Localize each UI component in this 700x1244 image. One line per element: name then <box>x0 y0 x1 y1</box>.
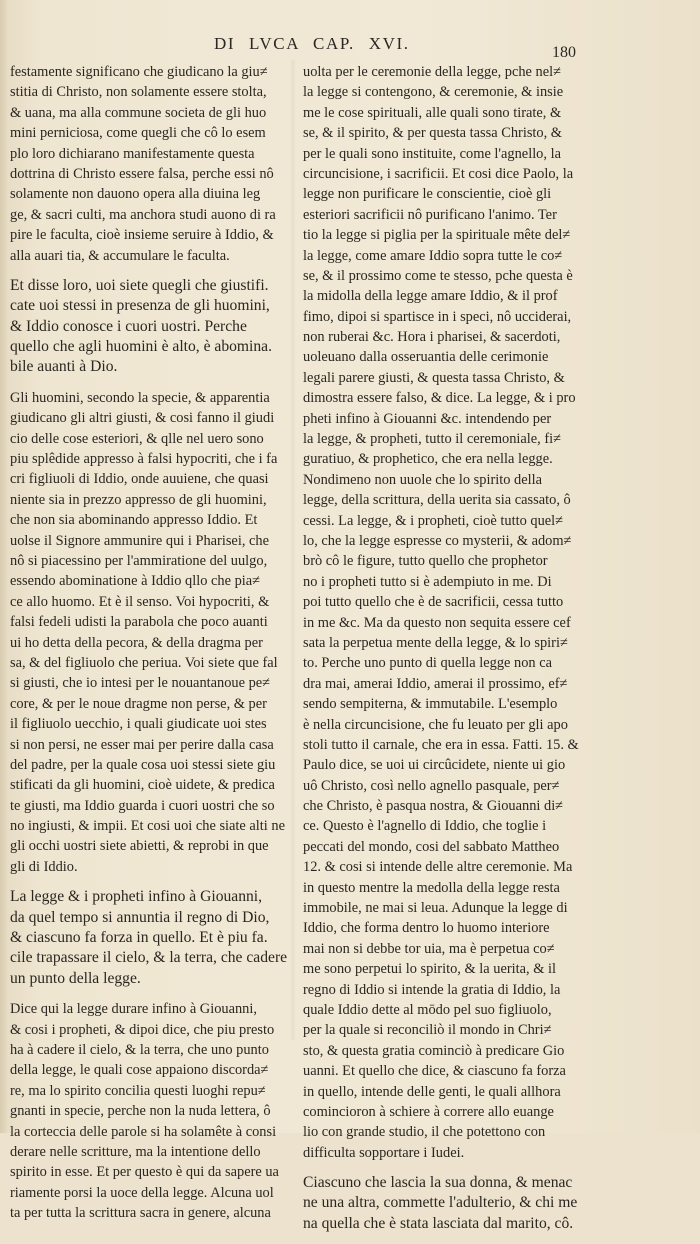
text-line: tio la legge si piglia per la spirituale mête del≠ <box>303 227 571 244</box>
text-line: mai non si debbe tor uia, ma è perpetua co≠ <box>303 940 555 957</box>
text-line: to. Perche uno punto di quella legge non ca <box>303 655 552 672</box>
text-line: ne una altra, commette l'adulterio, & chi me <box>303 1194 578 1212</box>
text-line: gnanti in specie, perche non la nuda lettera, ô <box>10 1103 271 1120</box>
text-line: il figliuolo uecchio, i quali giudicate uoi stes <box>10 716 267 733</box>
text-line: che Christo, è pasqua nostra, & Giouanni di≠ <box>303 798 564 815</box>
text-line: cessi. La legge, & i propheti, cioè tutto quel≠ <box>303 512 564 529</box>
text-line: fimo, dipoi si spartisce in i speci, nô ucciderai, <box>303 308 572 325</box>
text-line: dra mai, amerai Iddio, amerai il prossimo, ef≠ <box>303 675 568 692</box>
text-line: Ciascuno che lascia la sua donna, & menac <box>303 1174 573 1192</box>
text-line: & uana, ma alla commune societa de gli huo <box>10 104 267 121</box>
text-line: la legge si contengono, & ceremonie, & insie <box>303 84 564 101</box>
text-line: lo, che la legge espresse co mysterii, & adom≠ <box>303 532 572 549</box>
text-line: legali parere giusti, & questa tassa Christo, & <box>303 369 565 386</box>
text-line: uanni. Et quello che dice, & ciascuno fa forza <box>303 1063 566 1080</box>
text-line: esteriori sacrificii nô purificano l'animo. Ter <box>303 206 557 223</box>
text-line: sendo sempiterna, & immutabile. L'esemplo <box>303 696 558 713</box>
text-line: te giusti, ma Iddio guarda i cuori uostri che so <box>10 797 275 814</box>
text-line: Iddio, che forma dentro lo huomo interiore <box>303 920 550 937</box>
text-line: Dice qui la legge durare infino à Giouanni, <box>10 1001 257 1018</box>
text-line: del padre, per la quale cosa uoi stessi siete giu <box>10 756 276 773</box>
text-line: stoli tutto il carnale, che era in essa. Fatti. 15. & <box>303 736 579 753</box>
text-paragraph <box>303 62 598 1163</box>
text-line: se, & il spirito, & per questa tassa Christo, & <box>303 125 563 142</box>
text-line: ui ho detta della pecora, & della dragma per <box>10 634 263 651</box>
text-line: ha à cadere il cielo, & la terra, che uno punto <box>10 1041 269 1058</box>
text-line: quale Iddio dette al mōdo pel suo figliuolo, <box>303 1001 552 1018</box>
text-line: in questo mentre la medolla della legge resta <box>303 879 560 896</box>
text-line: gli occhi uostri siete abietti, & reprobi in que <box>10 838 269 855</box>
text-line: alla auari tia, & accumulare le faculta. <box>10 247 230 264</box>
text-line: guratiuo, & prophetico, che era nella legge. <box>303 451 553 468</box>
text-line: legge non purificare le conscientie, cioè gli <box>303 186 552 203</box>
text-paragraph <box>10 999 306 1223</box>
text-line: no ingiusti, & impii. Et cosi uoi che siate alti ne <box>10 818 285 835</box>
text-line: pheti infino à Giouanni &c. intendendo per <box>303 410 552 427</box>
text-line: stitia di Christo, non solamente essere stolta, <box>10 84 267 101</box>
text-line: uolta per le ceremonie della legge, pche nel≠ <box>303 64 562 80</box>
text-line: quello che agli huomini è alto, è abomina. <box>10 338 272 356</box>
text-line: si giusti, che io intesi per le nouantanoue pe≠ <box>10 675 271 692</box>
text-line: no i propheti tutto si è adempiuto in me. Di <box>303 573 552 590</box>
text-line: regno di Iddio si intende la gratia di Iddio, la <box>303 981 561 998</box>
text-line: me le cose spirituali, alle quali sono tirate, & <box>303 104 562 121</box>
text-line: la corteccia delle parole si ha solamête à consi <box>10 1123 277 1140</box>
text-line: immobile, ne mai si leua. Adunque la legge di <box>303 900 568 917</box>
text-line: la midolla della legge amare Iddio, & il prof <box>303 288 558 305</box>
text-line: peccati del mondo, cosi del sabbato Mattheo <box>303 838 560 855</box>
text-line: essendo abominatione à Iddio qllo che pia≠ <box>10 573 261 590</box>
text-line: solamente non dauono opera alla diuina leg <box>10 186 261 203</box>
text-line: Paulo dice, se uoi ui circûcidete, niente ui gio <box>303 757 566 774</box>
text-paragraph <box>303 1173 598 1234</box>
text-line: cile trapassare il cielo, & la terra, che cadere <box>10 949 288 967</box>
text-line: La legge & i propheti infino à Giouanni, <box>10 888 263 906</box>
text-line: stificati da gli huomini, cioè uidete, & predica <box>10 777 275 794</box>
text-line: Gli huomini, secondo la specie, & apparentia <box>10 389 270 406</box>
text-line: si non persi, ne esser mai per perire dalla casa <box>10 736 274 753</box>
text-line: sa, & del figliuolo che periua. Voi siete que fal <box>10 654 278 671</box>
page-binding-shadow <box>0 0 8 1133</box>
text-line: difficulta sopportare i Iudei. <box>303 1144 465 1161</box>
text-line: derare nelle scritture, ma la intentione dello <box>10 1143 261 1160</box>
text-line: falsi fedeli udisti la parabola che poco auanti <box>10 614 268 631</box>
text-line: & Iddio conosce i cuori uostri. Perche <box>10 317 247 335</box>
text-line: & cosi i propheti, & dipoi dice, che piu presto <box>10 1021 275 1038</box>
text-line: bile auanti à Dio. <box>10 358 118 376</box>
text-line: core, & per le noue dragme non perse, & per <box>10 695 267 712</box>
text-line: piu splêdide appresso à falsi hypocriti, che i fa <box>10 451 278 468</box>
text-line: ge, & sacri culti, ma anchora studi auono di ra <box>10 206 276 223</box>
text-line: giudicano gli altri giusti, & cosi fanno il giudi <box>10 410 275 427</box>
text-line: Et disse loro, uoi siete quegli che giustifi. <box>10 276 269 294</box>
text-line: na quella che è stata lasciata dal marito, cô. <box>303 1214 574 1232</box>
text-line: della legge, le quali cose appaiono discorda≠ <box>10 1062 269 1079</box>
text-line: & ciascuno fa forza in quello. Et è piu fa. <box>10 929 268 947</box>
right-text-column <box>303 62 598 1244</box>
text-line: circuncisione, i sacrificii. Et cosi dice Paolo, la <box>303 165 574 182</box>
text-paragraph <box>10 62 306 266</box>
text-line: cio delle cose esteriori, & qlle nel uero sono <box>10 430 264 447</box>
text-line: dimostra essere falso, & dice. La legge, & i pro <box>303 390 576 407</box>
text-line: lio con grande studio, il che potettono con <box>303 1124 546 1141</box>
running-title: DI LVCA CAP. XVI. <box>214 34 410 53</box>
text-line: la legge, come amare Iddio sopra tutte le co≠ <box>303 247 563 264</box>
text-line: festamente significano che giudicano la giu≠ <box>10 64 268 80</box>
text-line: re, ma lo spirito concilia questi luoghi repu≠ <box>10 1082 266 1099</box>
text-line: ta per tutta la scrittura sacra in genere, alcuna <box>10 1205 271 1222</box>
text-line: dottrina di Christo essere falsa, perche essi nô <box>10 165 274 182</box>
text-paragraph <box>10 388 306 877</box>
text-line: poi tutto quello che è de sacrificii, cessa tutto <box>303 594 564 611</box>
text-line: nô si piacessino per l'ammiratione del uulgo, <box>10 552 268 569</box>
text-line: riamente porsi la uoce della legge. Alcuna uol <box>10 1184 274 1201</box>
text-line: mini perniciosa, come quegli che cô lo esem <box>10 125 266 142</box>
text-line: comincioron à schiere à correre allo euange <box>303 1103 554 1120</box>
text-paragraph <box>10 276 306 378</box>
text-line: gli di Iddio. <box>10 858 78 875</box>
text-line: ce. Questo è l'agnello di Iddio, che toglie i <box>303 818 547 835</box>
text-line: non ruberai &c. Hora i pharisei, & sacerdoti, <box>303 329 561 346</box>
text-line: uolse il Signore ammunire qui i Pharisei, che <box>10 532 269 549</box>
text-line: sto, & questa gratia cominciò à predicare Gio <box>303 1042 565 1059</box>
text-line: per la quale si reconciliò il mondo in Chri≠ <box>303 1022 552 1039</box>
text-line: pire le faculta, cioè insieme seruire à Iddio, & <box>10 227 274 244</box>
text-line: per le quali sono instituite, come l'agnello, la <box>303 145 561 162</box>
text-line: cri figliuoli di Iddio, onde auuiene, che quasi <box>10 471 269 488</box>
text-line: Nondimeno non uuole che lo spirito della <box>303 471 542 488</box>
left-text-column <box>10 62 306 1233</box>
text-line: spirito in esse. Et per questo è qui da sapere ua <box>10 1164 279 1181</box>
folio-number: 180 <box>552 44 576 61</box>
text-line: cate uoi stessi in presenza de gli huomini, <box>10 297 270 315</box>
text-line: uoleuano dalla osseruantia delle cerimonie <box>303 349 549 366</box>
text-line: che non sia abominando appresso Iddio. Et <box>10 512 258 529</box>
text-line: sata la perpetua mente della legge, & lo spiri≠ <box>303 634 568 651</box>
text-line: un punto della legge. <box>10 969 141 987</box>
text-line: me sono perpetui lo spirito, & la uerita, & il <box>303 961 556 978</box>
text-line: plo loro dichiarano manifestamente questa <box>10 145 255 162</box>
text-line: niente sia in prezzo appresso de gli huomini, <box>10 491 267 508</box>
text-line: in me &c. Ma da questo non sequita essere cef <box>303 614 571 631</box>
text-line: la legge, & propheti, tutto il ceremoniale, fi≠ <box>303 431 562 448</box>
text-line: se, & il prossimo come te stesso, pche questa è <box>303 267 573 284</box>
text-line: 12. & cosi si intende delle altre ceremonie. Ma <box>303 859 573 876</box>
text-line: è nella circuncisione, che fu leuato per gli apo <box>303 716 568 733</box>
text-line: legge, della scrittura, della uerita sia cassato, ô <box>303 492 571 509</box>
text-line: uô Christo, così nello agnello pasquale, per≠ <box>303 777 560 794</box>
text-line: ce allo huomo. Et è il senso. Voi hypocriti, & <box>10 593 270 610</box>
text-line: in quello, intende delle genti, le quali allhora <box>303 1083 561 1100</box>
text-line: da quel tempo si annuntia il regno di Dio, <box>10 908 270 926</box>
text-paragraph <box>10 887 306 989</box>
text-line: brò cô le figure, tutto quello che prophetor <box>303 553 548 570</box>
